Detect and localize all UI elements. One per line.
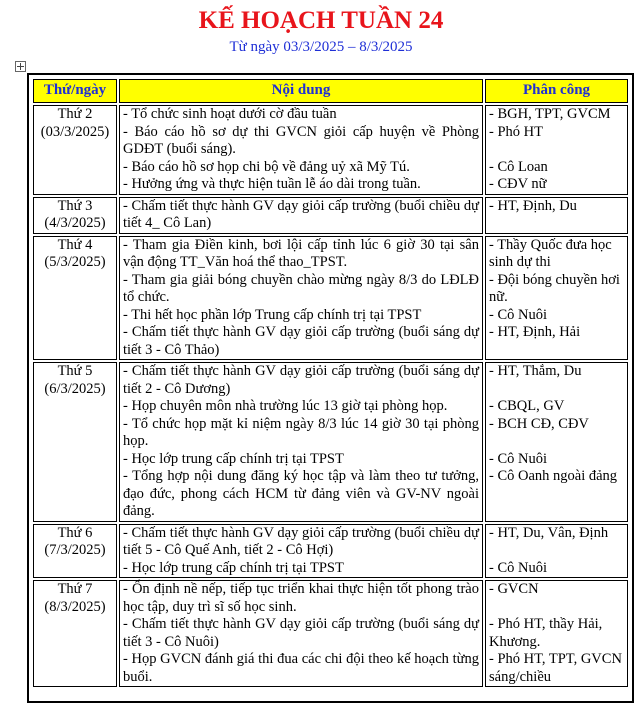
assignment-cell <box>485 105 628 195</box>
day-cell <box>33 236 117 361</box>
assignment-item: - HT, Thắm, Du <box>489 363 582 379</box>
content-item: - Họp chuyên môn nhà trường lúc 13 giờ tại phòng họp. <box>123 398 448 414</box>
assignment-cell <box>485 580 628 687</box>
assignment-item: - GVCN <box>489 581 539 597</box>
weekday-label: Thứ 7 <box>57 581 93 597</box>
content-item: - Báo cáo hồ sơ họp chi bộ về đảng uỷ xã Mỹ Tú. <box>123 158 410 175</box>
assignment-item: - Cô Nuôi <box>489 450 547 467</box>
content-item: - Họp GVCN đánh giá thi đua các chi đội theo kế hoạch từng buổi. <box>123 651 479 685</box>
date-label: (5/3/2025) <box>44 254 106 270</box>
assignment-spacer <box>489 381 624 399</box>
day-cell <box>33 580 117 687</box>
assignment-spacer <box>489 542 624 560</box>
table-row <box>33 105 628 195</box>
assignment-item: - HT, Định, Hải <box>489 324 581 340</box>
page-title: KẾ HOẠCH TUẦN 24 <box>198 7 444 34</box>
day-cell <box>33 524 117 579</box>
content-item: - Thi hết học phần lớp Trung cấp chính trị tại TPST <box>123 306 422 323</box>
header-assign: Phân công <box>485 79 628 103</box>
content-item: - Tổng hợp nội dung đăng ký học tập và làm theo tư tưởng, đạo đức, phong cách HCM từ đảng viên và GV-NV ngoài đảng. <box>123 468 479 519</box>
header-day: Thứ/ngày <box>33 79 117 103</box>
content-cell <box>119 105 483 195</box>
assignment-item: - HT, Định, Du <box>489 197 577 214</box>
weekday-label: Thứ 5 <box>57 363 93 379</box>
assignment-spacer <box>489 599 624 617</box>
weekday-label: Thứ 6 <box>57 524 93 541</box>
content-cell <box>119 362 483 522</box>
weekday-label: Thứ 3 <box>57 197 93 214</box>
date-label: (03/3/2025) <box>40 123 110 140</box>
content-item: - Tổ chức sinh hoạt dưới cờ đầu tuần <box>123 106 337 122</box>
date-label: (4/3/2025) <box>44 215 106 231</box>
content-cell <box>119 580 483 687</box>
assignment-cell <box>485 524 628 579</box>
day-cell <box>33 362 117 522</box>
header-row <box>33 79 628 103</box>
assignment-item: - CĐV nữ <box>489 176 547 192</box>
assignment-spacer <box>489 141 624 159</box>
date-range-subtitle: Từ ngày 03/3/2025 – 8/3/2025 <box>229 39 413 55</box>
date-label: (6/3/2025) <box>44 380 106 397</box>
weekday-label: Thứ 2 <box>57 106 93 122</box>
assignment-item: - BGH, TPT, GVCM <box>489 106 611 122</box>
assignment-item: - Thầy Quốc đưa học sinh dự thi <box>489 236 612 270</box>
assignment-item: - Phó HT <box>489 123 543 140</box>
table-row <box>33 524 628 579</box>
content-item: - Chấm tiết thực hành GV dạy giỏi cấp trường (buổi chiều dự tiết 5 - Cô Quế Anh, tiết 2 - Cô Hợi) <box>123 524 479 558</box>
content-item: - Tham gia Điền kinh, bơi lội cấp tỉnh lúc 6 giờ 30 tại sân vận động TT_Văn hoá thể thao_TPST. <box>123 236 479 270</box>
schedule-frame <box>27 73 634 703</box>
assignment-item: - HT, Du, Vân, Định <box>489 524 609 541</box>
content-cell <box>119 524 483 579</box>
assignment-cell <box>485 236 628 361</box>
assignment-cell <box>485 197 628 234</box>
date-label: (8/3/2025) <box>44 598 106 615</box>
content-item: - Học lớp trung cấp chính trị tại TPST <box>123 559 344 576</box>
assignment-cell <box>485 362 628 522</box>
assignment-item: - Phó HT, thầy Hải, Khương. <box>489 616 603 650</box>
content-item: - Tham gia giải bóng chuyền chào mừng ngày 8/3 do LĐLĐ tổ chức. <box>123 271 479 305</box>
content-cell <box>119 197 483 234</box>
content-item: - Chấm tiết thực hành GV dạy giỏi cấp trường (buổi sáng dự tiết 3 - Cô Nuôi) <box>123 616 479 650</box>
content-item: - Chấm tiết thực hành GV dạy giỏi cấp trường (buổi chiều dự tiết 4_ Cô Lan) <box>123 197 479 231</box>
content-item: - Chấm tiết thực hành GV dạy giỏi cấp trường (buổi sáng dự tiết 3 - Cô Thảo) <box>123 324 479 358</box>
assignment-item: - Đội bóng chuyền hơi nữ. <box>489 271 620 305</box>
assignment-item: - Cô Loan <box>489 158 548 175</box>
assignment-item: - Cô Oanh ngoài đảng <box>489 468 618 484</box>
content-item: - Tổ chức họp mặt kỉ niệm ngày 8/3 lúc 14 giờ 30 tại phòng họp. <box>123 415 479 449</box>
content-item: - Hưởng ứng và thực hiện tuần lễ áo dài trong tuần. <box>123 176 421 192</box>
assignment-spacer <box>489 433 624 451</box>
header-content: Nội dung <box>119 79 483 103</box>
content-cell <box>119 236 483 361</box>
content-item: - Báo cáo hồ sơ dự thi GVCN giỏi cấp huyện về Phòng GDĐT (buổi sáng). <box>123 123 479 157</box>
table-move-handle-icon[interactable] <box>15 61 26 72</box>
content-item: - Học lớp trung cấp chính trị tại TPST <box>123 450 344 467</box>
day-cell <box>33 197 117 234</box>
assignment-item: - Cô Nuôi <box>489 559 547 576</box>
content-item: - Chấm tiết thực hành GV dạy giỏi cấp trường (buổi sáng dự tiết 2 - Cô Dương) <box>123 363 479 397</box>
assignment-item: - Phó HT, TPT, GVCN sáng/chiều <box>489 651 622 685</box>
day-cell <box>33 105 117 195</box>
table-row <box>33 580 628 687</box>
table-row <box>33 362 628 522</box>
table-row <box>33 236 628 361</box>
table-row <box>33 197 628 234</box>
weekday-label: Thứ 4 <box>57 236 93 253</box>
assignment-item: - Cô Nuôi <box>489 306 547 323</box>
date-label: (7/3/2025) <box>44 542 106 558</box>
assignment-item: - BCH CĐ, CĐV <box>489 415 589 432</box>
assignment-item: - CBQL, GV <box>489 398 565 414</box>
content-item: - Ổn định nề nếp, tiếp tục triển khai thực hiện tốt phong trào học tập, duy trì sĩ số học sinh. <box>123 581 479 615</box>
weekly-schedule-table <box>31 77 630 689</box>
